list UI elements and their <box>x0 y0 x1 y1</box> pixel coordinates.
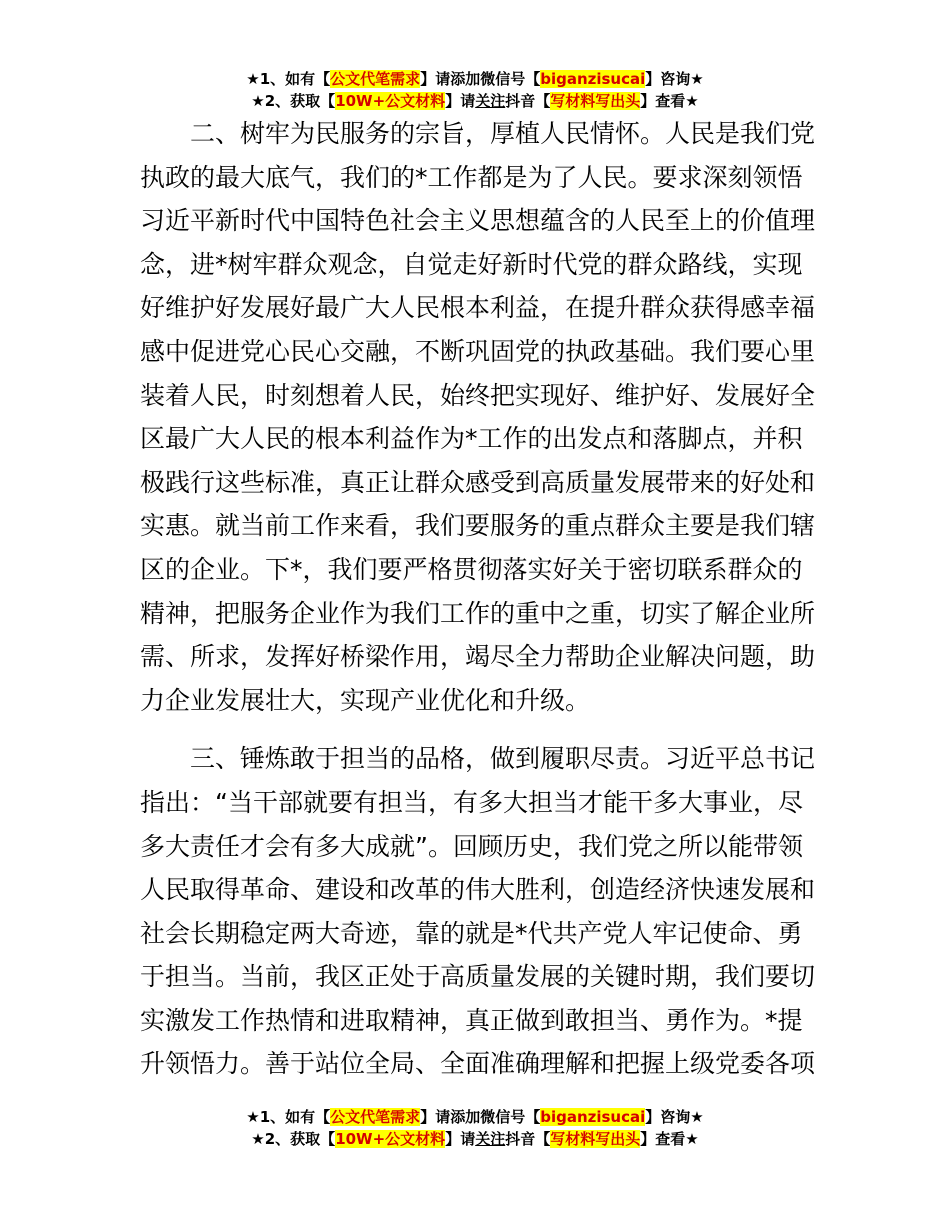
header-banner <box>0 68 950 112</box>
text-line: 于担当。当前，我区正处于高质量发展的关键时期，我们要切 <box>140 962 816 992</box>
banner-line-2: ★2、获取【10W+公文材料】请关注抖音【写材料写出头】查看★ <box>251 92 699 110</box>
highlight-wechat-id: biganzisucai <box>540 70 646 88</box>
highlight-douyin-account: 写材料写出头 <box>550 1130 641 1148</box>
highlight-materials: 10W+公文材料 <box>335 92 446 110</box>
text-line: 升领悟力。善于站位全局、全面准确理解和把握上级党委各项 <box>140 1049 816 1079</box>
highlight-douyin-account: 写材料写出头 <box>550 92 641 110</box>
underlined-follow: 关注 <box>475 1130 506 1148</box>
document-body <box>140 112 816 1086</box>
banner-line-1: ★1、如有【公文代笔需求】请添加微信号【biganzisucai】咨询★ <box>246 1108 704 1126</box>
paragraph-2 <box>140 112 816 722</box>
banner-line-2: ★2、获取【10W+公文材料】请关注抖音【写材料写出头】查看★ <box>251 1130 699 1148</box>
text-line: 三、锤炼敢于担当的品格，做到履职尽责。习近平总书记 <box>190 744 816 774</box>
text-line: 念，进*树牢群众观念，自觉走好新时代党的群众路线，实现 <box>140 249 803 279</box>
text-line: 区的企业。下*，我们要严格贯彻落实好关于密切联系群众的 <box>140 554 803 584</box>
text-line: 习近平新时代中国特色社会主义思想蕴含的人民至上的价值理 <box>140 206 816 236</box>
text-line: 区最广大人民的根本利益作为*工作的出发点和落脚点，并积 <box>140 424 803 454</box>
footer-banner <box>0 1106 950 1150</box>
text-line: 实惠。就当前工作来看，我们要服务的重点群众主要是我们辖 <box>140 511 816 541</box>
text-line: 实激发工作热情和进取精神，真正做到敢担当、勇作为。*提 <box>140 1005 803 1035</box>
text-line: 人民取得革命、建设和改革的伟大胜利，创造经济快速发展和 <box>140 875 816 905</box>
highlight-materials: 10W+公文材料 <box>335 1130 446 1148</box>
text-line: 执政的最大底气，我们的*工作都是为了人民。要求深刻领悟 <box>140 162 803 192</box>
text-line: 装着人民，时刻想着人民，始终把实现好、维护好、发展好全 <box>140 380 816 410</box>
paragraph-3 <box>140 737 816 1086</box>
text-line: 社会长期稳定两大奇迹，靠的就是*代共产党人牢记使命、勇 <box>140 918 803 948</box>
text-line: 需、所求，发挥好桥梁作用，竭尽全力帮助企业解决问题，助 <box>140 642 816 672</box>
highlight-writing-service: 公文代笔需求 <box>330 70 421 88</box>
text-line: 二、树牢为民服务的宗旨，厚植人民情怀。人民是我们党 <box>190 119 816 148</box>
text-line: 多大责任才会有多大成就”。回顾历史，我们党之所以能带领 <box>140 831 803 861</box>
text-line: 指出：“当干部就要有担当，有多大担当才能干多大事业，尽 <box>140 787 803 817</box>
text-line: 极践行这些标准，真正让群众感受到高质量发展带来的好处和 <box>140 467 816 497</box>
highlight-wechat-id: biganzisucai <box>540 1108 646 1126</box>
highlight-writing-service: 公文代笔需求 <box>330 1108 421 1126</box>
text-line: 精神，把服务企业作为我们工作的重中之重，切实了解企业所 <box>140 598 816 628</box>
text-line: 好维护好发展好最广大人民根本利益，在提升群众获得感幸福 <box>140 293 816 323</box>
text-line: 力企业发展壮大，实现产业优化和升级。 <box>140 685 591 715</box>
banner-line-1: ★1、如有【公文代笔需求】请添加微信号【biganzisucai】咨询★ <box>246 70 704 88</box>
text-line: 感中促进党心民心交融，不断巩固党的执政基础。我们要心里 <box>140 336 816 366</box>
underlined-follow: 关注 <box>475 92 506 110</box>
